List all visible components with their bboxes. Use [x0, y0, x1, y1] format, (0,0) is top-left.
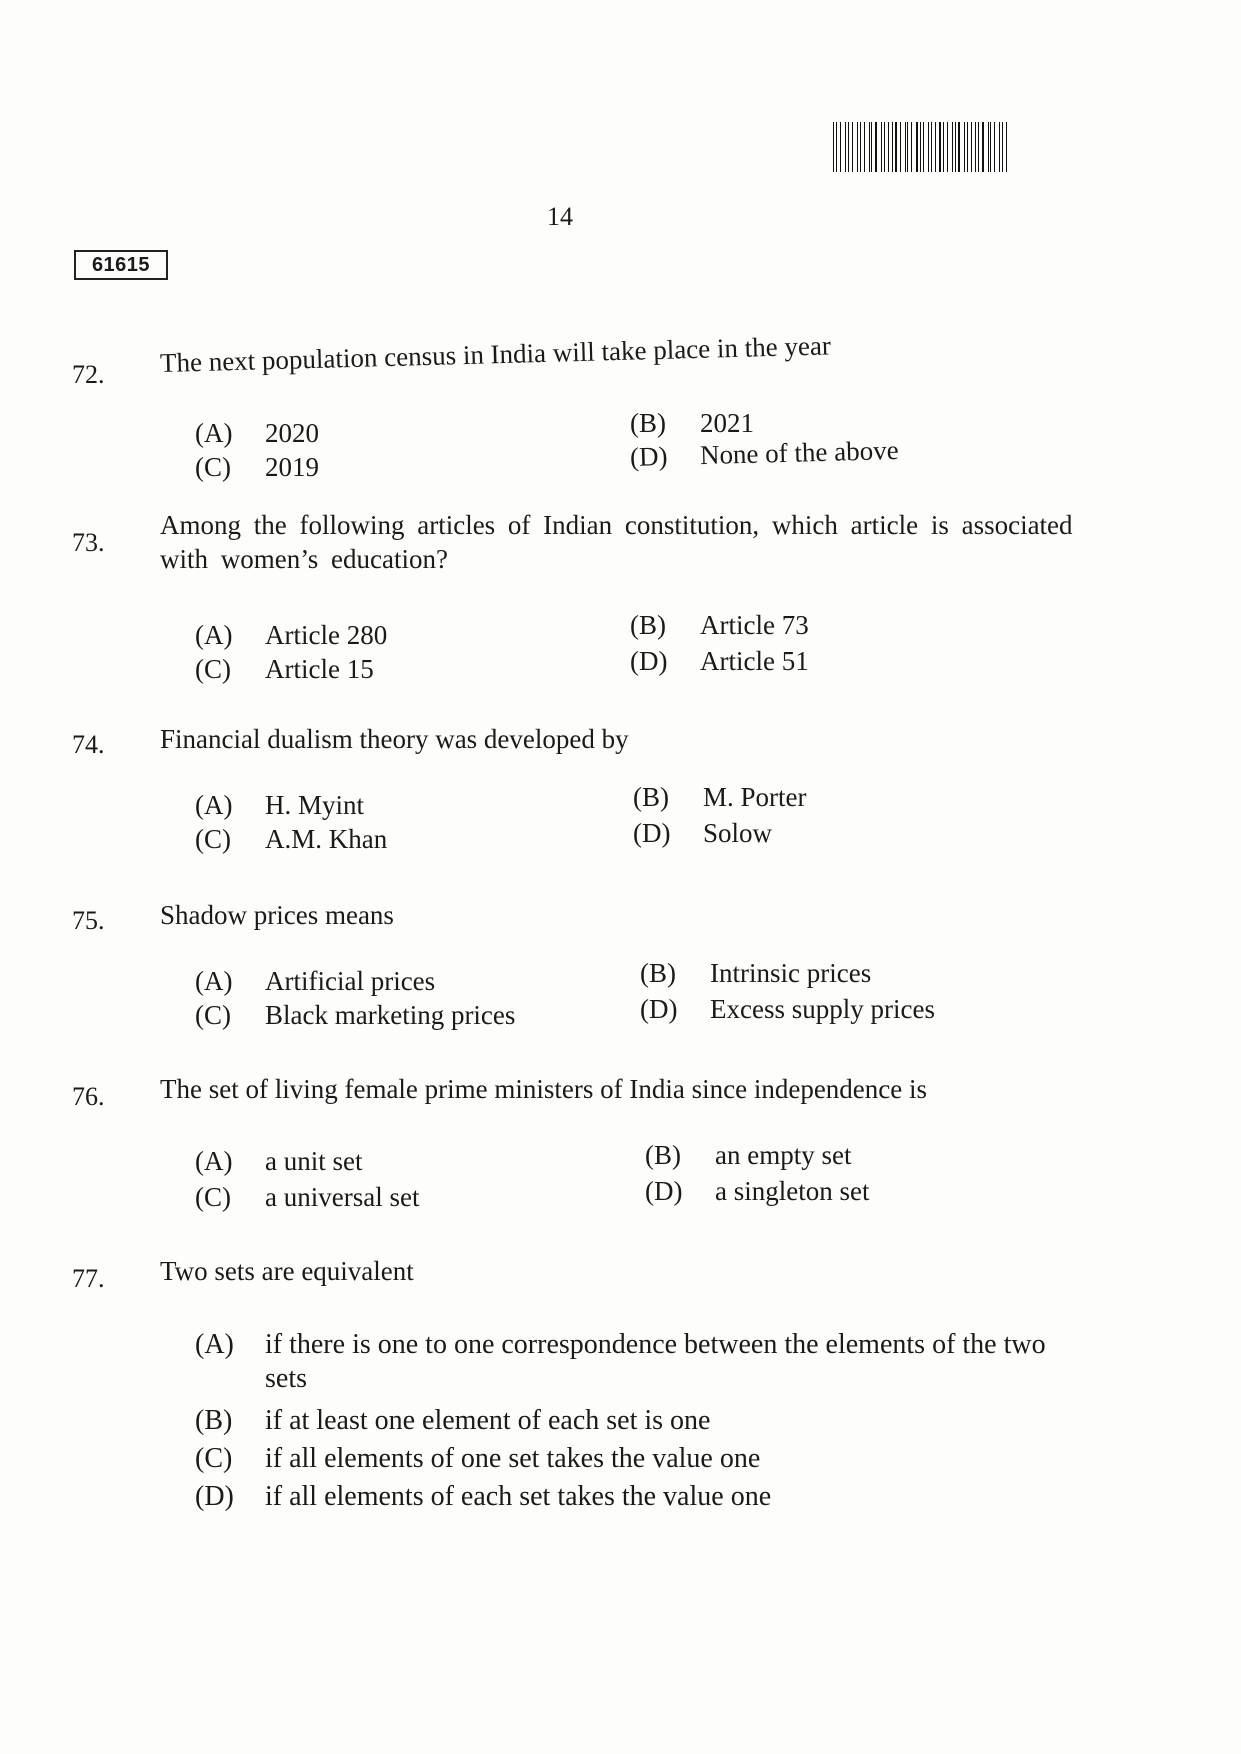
- question-text: Two sets are equivalent: [160, 1256, 414, 1286]
- question-text: Among the following articles of Indian constitution, which article is associated with women’s education?: [160, 510, 1073, 574]
- barcode-bar: [964, 122, 965, 172]
- barcode-bar: [836, 122, 837, 172]
- option: (B) Article 73: [630, 610, 809, 640]
- option: (C) Article 15: [195, 654, 374, 684]
- barcode-bar: [975, 122, 976, 172]
- barcode-bar: [860, 122, 862, 172]
- barcode-bar: [952, 122, 953, 172]
- barcode-bar: [920, 122, 921, 172]
- question-number: 73.: [72, 528, 105, 557]
- question-text: The set of living female prime ministers of India since independence is: [160, 1074, 928, 1104]
- paper-code-box: 61615: [74, 250, 168, 280]
- option: (C) A.M. Khan: [195, 824, 388, 854]
- barcode-bar: [869, 122, 870, 172]
- barcode: [833, 122, 1010, 172]
- barcode-bar: [935, 122, 936, 172]
- option: (C) if all elements of one set takes the value one: [195, 1443, 761, 1474]
- barcode-bar: [845, 122, 846, 172]
- barcode-bar: [900, 122, 901, 172]
- barcode-bar: [895, 122, 897, 172]
- option: (A) Article 280: [195, 620, 388, 650]
- question-number: 76.: [72, 1082, 105, 1111]
- barcode-bar: [943, 122, 944, 172]
- barcode-bar: [907, 122, 908, 172]
- page-number: 14: [547, 202, 573, 231]
- barcode-bar: [947, 122, 948, 172]
- option: (D) a singleton set: [645, 1176, 870, 1206]
- option: (A) if there is one to one correspondence between the elements of the two sets: [195, 1329, 1046, 1394]
- barcode-bar: [988, 122, 989, 172]
- barcode-bar: [848, 122, 849, 172]
- barcode-bar: [833, 122, 834, 172]
- barcode-bar: [928, 122, 929, 172]
- option: (B) M. Porter: [633, 782, 807, 812]
- barcode-bar: [990, 122, 991, 172]
- question-text: Shadow prices means: [160, 900, 394, 930]
- barcode-bar: [1002, 122, 1004, 172]
- question-number: 77.: [72, 1264, 105, 1293]
- barcode-bar: [857, 122, 858, 172]
- option: (C) Black marketing prices: [195, 1000, 516, 1030]
- barcode-bar: [852, 122, 853, 172]
- barcode-bar: [875, 122, 877, 172]
- barcode-bar: [958, 122, 960, 172]
- question-text: The next population census in India will take place in the year: [159, 330, 832, 378]
- barcode-bar: [971, 122, 972, 172]
- question-number: 75.: [72, 906, 105, 935]
- barcode-bar: [911, 122, 912, 172]
- barcode-bar: [955, 122, 956, 172]
- option: (A) Artificial prices: [195, 966, 436, 996]
- barcode-bar: [978, 122, 979, 172]
- question-number: 72.: [72, 360, 105, 389]
- barcode-bar: [888, 122, 889, 172]
- option: (A) 2020: [195, 418, 319, 448]
- barcode-bar: [884, 122, 885, 172]
- barcode-bar: [864, 122, 865, 172]
- barcode-bar: [999, 122, 1000, 172]
- option: (C) a universal set: [195, 1182, 420, 1212]
- barcode-bar: [982, 122, 984, 172]
- option: (B) if at least one element of each set is one: [195, 1405, 711, 1436]
- question-number: 74.: [72, 730, 105, 759]
- option: (C) 2019: [195, 452, 319, 482]
- option: (A) a unit set: [195, 1146, 363, 1176]
- option: (D) Excess supply prices: [640, 994, 935, 1024]
- option: (A) H. Myint: [195, 790, 365, 820]
- barcode-bar: [923, 122, 924, 172]
- question-text: Financial dualism theory was developed by: [160, 724, 629, 754]
- option: (D) Article 51: [630, 646, 809, 676]
- barcode-bar: [892, 122, 893, 172]
- barcode-bar: [939, 122, 941, 172]
- barcode-bar: [840, 122, 842, 172]
- option: (D) if all elements of each set takes the value one: [195, 1481, 772, 1512]
- option: (B) an empty set: [645, 1140, 852, 1170]
- barcode-bar: [905, 122, 906, 172]
- barcode-bar: [916, 122, 918, 172]
- barcode-bar: [967, 122, 968, 172]
- barcode-bar: [931, 122, 932, 172]
- barcode-bar: [881, 122, 882, 172]
- barcode-bar: [1006, 122, 1007, 172]
- option: (B) Intrinsic prices: [640, 958, 872, 988]
- option: (D) Solow: [633, 818, 773, 848]
- barcode-bar: [871, 122, 872, 172]
- option: (D) None of the above: [629, 434, 899, 472]
- barcode-bar: [994, 122, 995, 172]
- option: (B) 2021: [630, 408, 754, 438]
